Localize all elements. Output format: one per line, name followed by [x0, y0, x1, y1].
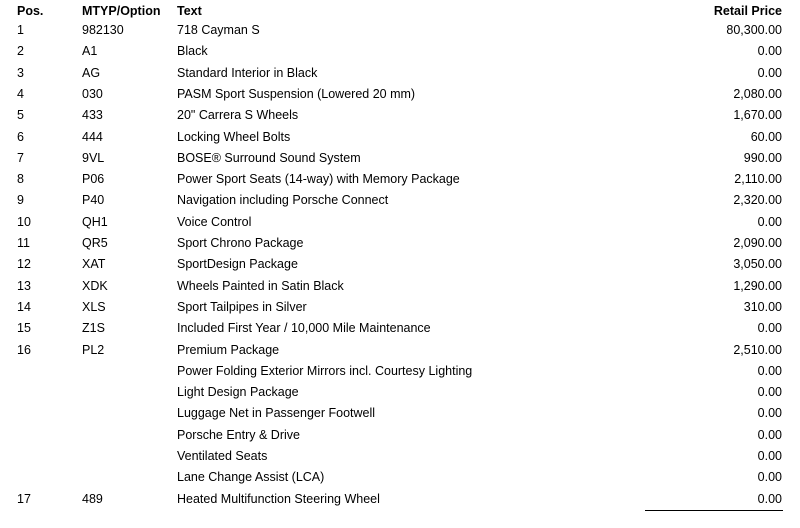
row-price: 0.00 — [757, 427, 782, 442]
row-text: Power Sport Seats (14-way) with Memory Package — [177, 172, 460, 187]
row-code: A1 — [82, 44, 98, 59]
row-code: AG — [82, 65, 101, 80]
row-code: QH1 — [82, 214, 108, 229]
row-price: 2,090.00 — [733, 236, 782, 250]
row-price: 0.00 — [757, 363, 782, 378]
row-text: Lane Change Assist (LCA) — [177, 470, 325, 485]
table-row — [0, 20, 800, 41]
row-code: 030 — [82, 86, 103, 101]
table-row — [0, 148, 800, 169]
table-row — [0, 361, 800, 382]
row-price: 2,510.00 — [733, 342, 782, 357]
row-text: Black — [177, 44, 208, 59]
table-row — [0, 425, 800, 446]
row-code: 444 — [82, 129, 103, 144]
table-row — [0, 297, 800, 318]
table-row — [0, 446, 800, 467]
column-header-price: Retail Price — [713, 4, 782, 18]
total-underline — [645, 510, 783, 511]
row-text: Power Folding Exterior Mirrors incl. Courtesy Lighting — [177, 363, 473, 378]
row-price: 1,290.00 — [733, 278, 782, 293]
row-text: Porsche Entry & Drive — [177, 427, 300, 442]
row-pos: 2 — [17, 44, 24, 59]
row-code: XDK — [82, 278, 108, 293]
row-price: 0.00 — [757, 470, 782, 485]
row-code: 9VL — [82, 150, 105, 165]
row-text: Sport Tailpipes in Silver — [177, 299, 307, 314]
row-code: PL2 — [82, 342, 105, 357]
row-pos: 5 — [17, 108, 24, 123]
row-price: 2,320.00 — [733, 193, 782, 208]
table-row — [0, 63, 800, 84]
table-row — [0, 84, 800, 105]
column-header-code: MTYP/Option — [82, 4, 161, 18]
table-header-row — [0, 1, 800, 22]
row-text: BOSE® Surround Sound System — [177, 150, 361, 165]
column-header-text: Text — [177, 4, 202, 18]
table-row — [0, 41, 800, 62]
row-text: Ventilated Seats — [177, 449, 268, 463]
row-price: 310.00 — [743, 299, 782, 314]
row-pos: 1 — [17, 23, 24, 37]
row-text: Voice Control — [177, 214, 252, 229]
row-text: Navigation including Porsche Connect — [177, 193, 389, 208]
row-text: Included First Year / 10,000 Mile Maintenance — [177, 321, 431, 336]
row-text: Light Design Package — [177, 385, 299, 400]
table-row — [0, 127, 800, 148]
row-code: Z1S — [82, 321, 105, 336]
row-price: 0.00 — [757, 449, 782, 463]
row-code: QR5 — [82, 236, 108, 250]
row-pos: 8 — [17, 172, 24, 187]
row-price: 990.00 — [743, 150, 782, 165]
table-row — [0, 382, 800, 403]
row-price: 80,300.00 — [726, 23, 782, 37]
row-pos: 15 — [17, 321, 31, 336]
row-text: Premium Package — [177, 342, 280, 357]
row-price: 0.00 — [757, 44, 782, 59]
row-code: P40 — [82, 193, 105, 208]
table-row — [0, 254, 800, 275]
table-row — [0, 276, 800, 297]
row-price: 3,050.00 — [733, 257, 782, 272]
table-row — [0, 105, 800, 126]
row-code: 433 — [82, 108, 103, 123]
row-text: Wheels Painted in Satin Black — [177, 278, 344, 293]
row-price: 0.00 — [757, 385, 782, 400]
row-text: PASM Sport Suspension (Lowered 20 mm) — [177, 86, 416, 101]
table-row — [0, 233, 800, 254]
row-pos: 9 — [17, 193, 24, 208]
row-code: XLS — [82, 299, 106, 314]
row-text: Sport Chrono Package — [177, 236, 304, 250]
row-pos: 10 — [17, 214, 31, 229]
row-pos: 11 — [17, 236, 30, 250]
row-price: 0.00 — [757, 491, 782, 506]
table-row — [0, 489, 800, 510]
row-pos: 16 — [17, 342, 31, 357]
row-text: Locking Wheel Bolts — [177, 129, 291, 144]
table-row — [0, 190, 800, 211]
row-pos: 4 — [17, 86, 24, 101]
row-text: Luggage Net in Passenger Footwell — [177, 406, 376, 421]
row-pos: 6 — [17, 129, 24, 144]
row-price: 0.00 — [757, 65, 782, 80]
table-row — [0, 403, 800, 424]
row-code: 489 — [82, 491, 103, 506]
row-price: 2,080.00 — [733, 86, 782, 101]
row-text: 718 Cayman S — [177, 23, 260, 37]
row-price: 0.00 — [757, 406, 782, 421]
row-text: Heated Multifunction Steering Wheel — [177, 491, 380, 506]
row-price: 0.00 — [757, 321, 782, 336]
row-price: 60.00 — [750, 129, 782, 144]
row-pos: 12 — [17, 257, 31, 272]
row-price: 0.00 — [757, 214, 782, 229]
row-pos: 14 — [17, 299, 31, 314]
row-text: 20" Carrera S Wheels — [177, 108, 299, 123]
table-row — [0, 212, 800, 233]
table-row — [0, 467, 800, 488]
row-code: P06 — [82, 172, 105, 187]
row-price: 2,110.00 — [734, 172, 782, 187]
row-pos: 17 — [17, 491, 31, 506]
row-pos: 3 — [17, 65, 24, 80]
row-code: XAT — [82, 257, 106, 272]
table-row — [0, 340, 800, 361]
row-text: Standard Interior in Black — [177, 65, 318, 80]
row-code: 982130 — [82, 23, 124, 37]
row-pos: 13 — [17, 278, 31, 293]
row-price: 1,670.00 — [733, 108, 782, 123]
table-row — [0, 169, 800, 190]
row-pos: 7 — [17, 150, 24, 165]
table-row — [0, 318, 800, 339]
row-text: SportDesign Package — [177, 257, 298, 272]
column-header-pos: Pos. — [17, 4, 44, 18]
